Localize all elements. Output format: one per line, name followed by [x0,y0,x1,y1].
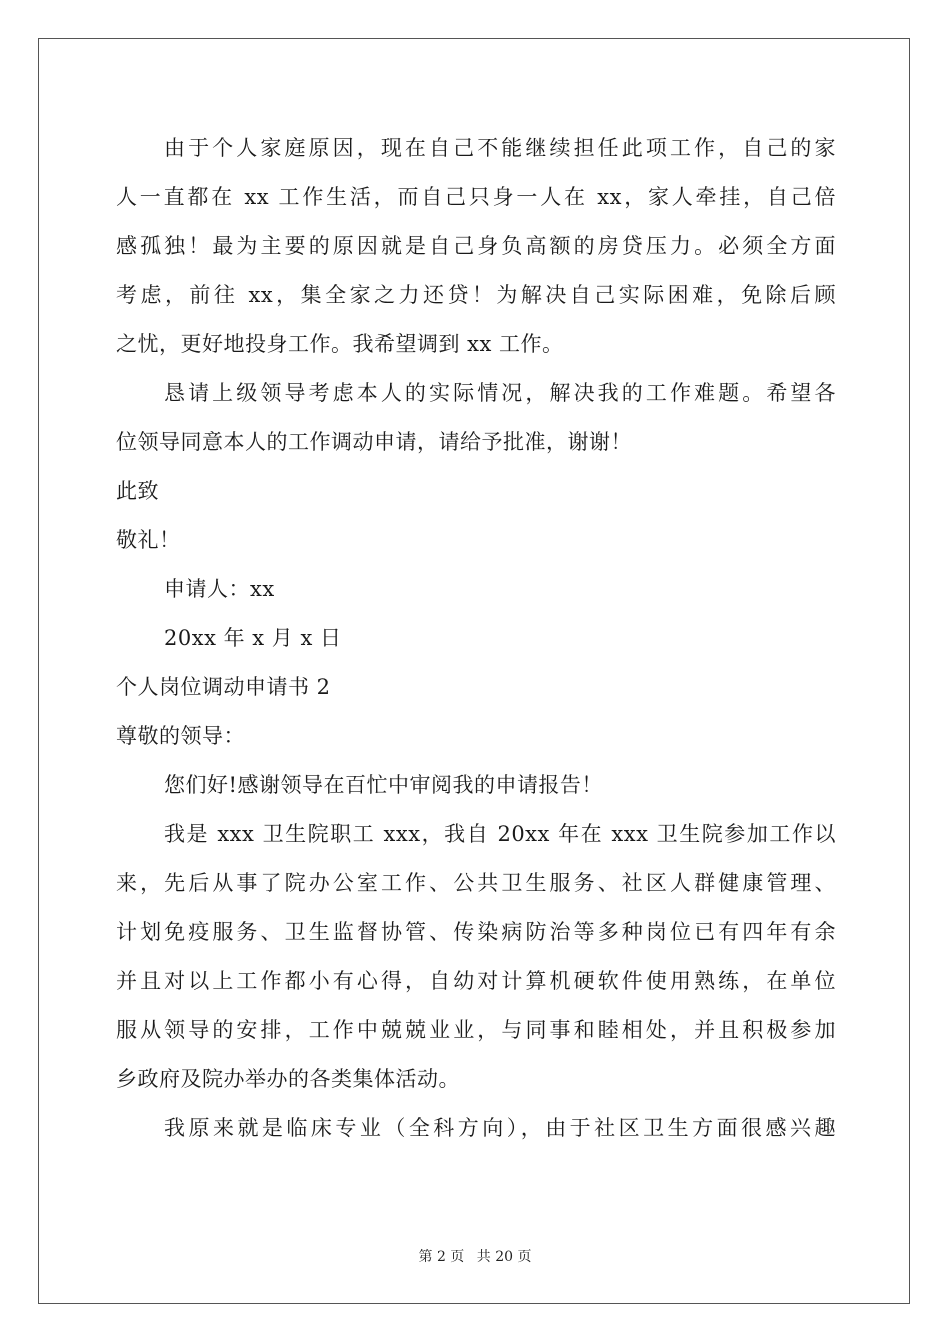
signature-date: 20xx 年 x 月 x 日 [164,626,342,650]
paragraph-line: 我是 xxx 卫生院职工 xxx，我自 20xx 年在 xxx 卫生院参加工作以 [164,822,836,846]
paragraph-line: 来，先后从事了院办公室工作、公共卫生服务、社区人群健康管理、 [116,871,836,895]
closing-regards: 敬礼！ [116,528,181,552]
section-title: 个人岗位调动申请书 2 [116,675,331,699]
paragraph-line: 并且对以上工作都小有心得，自幼对计算机硬软件使用熟练，在单位 [116,969,836,993]
paragraph-line: 我原来就是临床专业（全科方向），由于社区卫生方面很感兴趣 [164,1116,836,1140]
page-footer [0,1246,950,1266]
paragraph-line: 之忧，更好地投身工作。我希望调到 xx 工作。 [116,332,564,356]
paragraph-line: 乡政府及院办举办的各类集体活动。 [116,1067,460,1091]
paragraph-line: 服从领导的安排，工作中兢兢业业，与同事和睦相处，并且积极参加 [116,1018,836,1042]
paragraph-line: 恳请上级领导考虑本人的实际情况，解决我的工作难题。希望各 [164,381,836,405]
paragraph-line: 人一直都在 xx 工作生活，而自己只身一人在 xx，家人牵挂，自己倍 [116,185,836,209]
paragraph-line: 考虑，前往 xx，集全家之力还贷！为解决自己实际困难，免除后顾 [116,283,836,307]
closing-salutation: 此致 [116,479,159,503]
paragraph-line: 位领导同意本人的工作调动申请，请给予批准，谢谢！ [116,430,632,454]
paragraph-line: 计划免疫服务、卫生监督协管、传染病防治等多种岗位已有四年有余 [116,920,836,944]
total-pages: 共 20 页 [476,1249,532,1265]
paragraph-line: 感孤独！最为主要的原因就是自己身负高额的房贷压力。必须全方面 [116,234,836,258]
page-number: 第 2 页 [418,1249,465,1265]
document-body [116,124,836,1153]
paragraph-line: 由于个人家庭原因，现在自己不能继续担任此项工作，自己的家 [164,136,836,160]
applicant-signature: 申请人：xx [164,577,275,601]
greeting: 尊敬的领导： [116,724,245,748]
paragraph-line: 您们好!感谢领导在百忙中审阅我的申请报告！ [164,773,603,797]
